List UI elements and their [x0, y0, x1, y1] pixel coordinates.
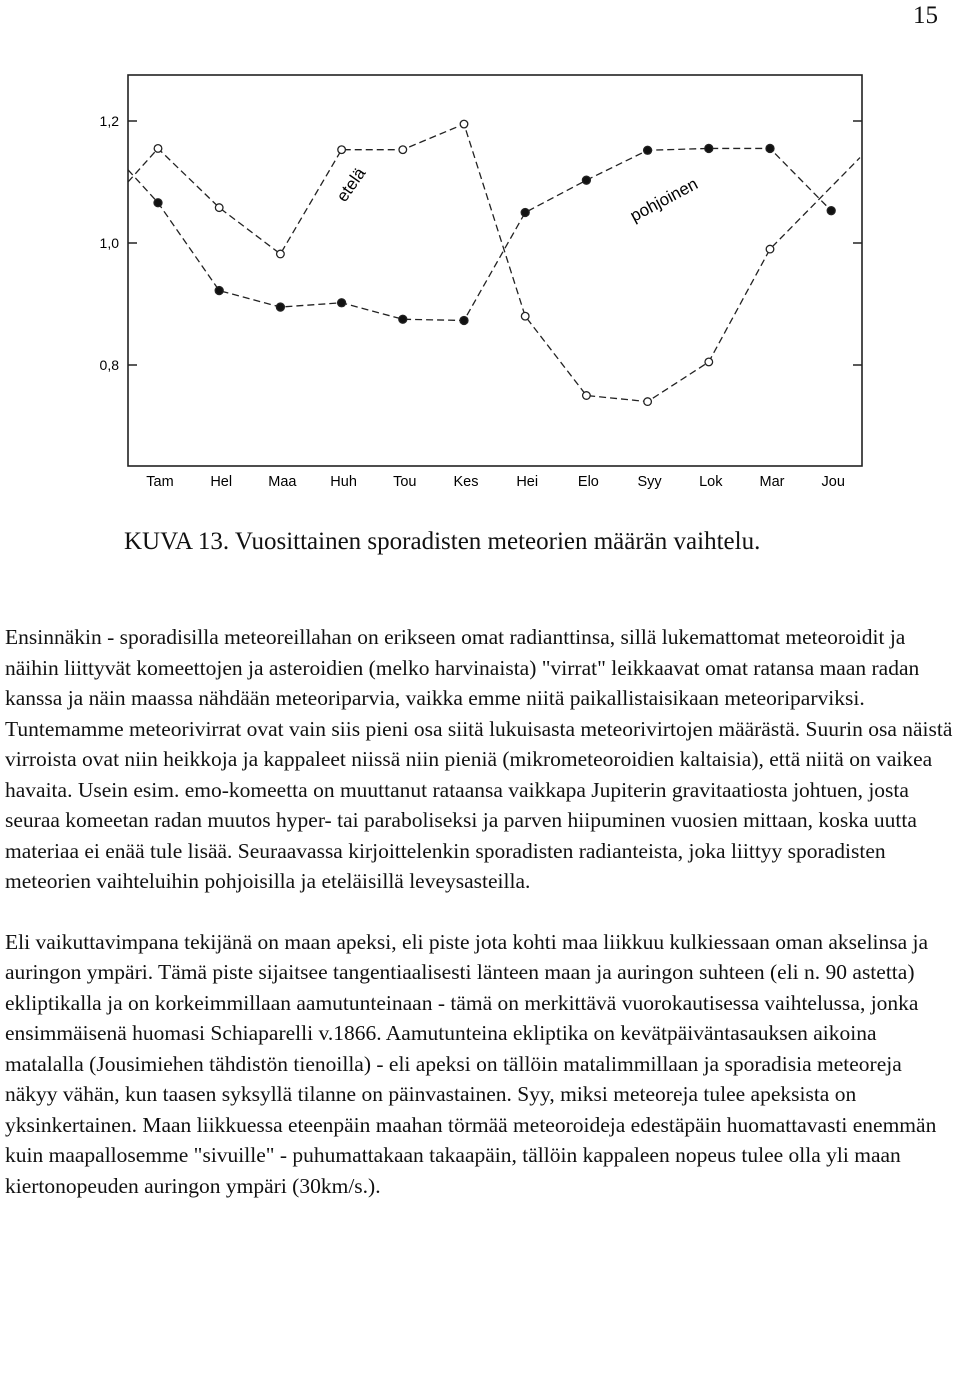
y-axis: [100, 113, 862, 373]
series-label-pohjoinen: pohjoinen: [626, 174, 701, 226]
x-tick-label: Maa: [268, 474, 297, 490]
x-tick-label: Tam: [146, 474, 174, 490]
data-point: [766, 144, 774, 152]
data-point: [460, 120, 468, 128]
data-point: [521, 312, 529, 320]
x-tick-label: Tou: [393, 474, 417, 490]
data-point: [705, 358, 713, 366]
data-point: [154, 145, 162, 153]
series-label-etela: etelä: [332, 164, 370, 206]
data-point: [582, 176, 590, 184]
paragraph-1: Ensinnäkin - sporadisilla meteoreillahan on erikseen omat radianttinsa, sillä lukemattomat meteoroidit ja näihin liittyvät komeettojen ja asteroidien (melko harvinaista) "virrat" leikkaavat omat ratansa maan radan kanssa ja näin maassa nähdään meteoriparvia, vaikka emme niitä paikallistaisikaan meteoriparviksi. Tuntemamme meteorivirrat ovat vain siis pieni osa siitä lukuisasta meteorivirtojen määrästä. Suurin osa näistä virroista ovat niin heikkoja ja kappaleet niissä niin pieniä (mikrometeoroidien kaltaisia), että niitä on vaikea havaita. Usein esim. emo-komeetta on muuttanut rataansa vaikkapa Jupiterin gravitaatiosta johtuen, josta seuraa komeetan radan muutos hyper- tai paraboliseksi ja parven hiipuminen vuosien mittaan, koska uutta materiaa ei enää tule lisää. Seuraavassa kirjoittelenkin sporadisten radianteista, joka liittyy sporadisten meteorien vaihteluihin pohjoisilla ja eteläisillä leveysasteilla.: [5, 625, 953, 893]
body-text: [5, 622, 955, 1201]
x-tick-label: Huh: [330, 474, 357, 490]
data-point: [338, 299, 346, 307]
data-point: [215, 204, 223, 212]
series-markers: [154, 120, 835, 405]
x-tick-label: Elo: [577, 474, 599, 490]
figure-caption: KUVA 13. Vuosittainen sporadisten meteorien määrän vaihtelu.: [124, 528, 761, 555]
y-tick-label: 1,2: [99, 113, 119, 129]
x-tick-label: Lok: [699, 474, 723, 490]
y-tick-label: 0,8: [99, 357, 119, 373]
x-tick-label: Jou: [821, 474, 845, 490]
x-tick-label: Syy: [637, 474, 662, 490]
series-lines: [128, 124, 860, 402]
data-point: [399, 146, 407, 154]
x-tick-label: Kes: [453, 474, 479, 490]
x-tick-label: Hel: [210, 474, 233, 490]
data-point: [276, 303, 284, 311]
data-point: [827, 207, 835, 215]
x-tick-label: Hei: [516, 474, 539, 490]
data-point: [521, 209, 529, 217]
meteor-variation-chart: [0, 0, 960, 520]
x-axis: [146, 474, 845, 490]
data-point: [644, 146, 652, 154]
data-point: [154, 199, 162, 207]
y-tick-label: 1,0: [99, 235, 119, 251]
data-point: [277, 250, 285, 258]
page-number: 15: [913, 2, 938, 29]
chart-frame: [128, 75, 862, 466]
data-point: [215, 287, 223, 295]
data-point: [460, 316, 468, 324]
data-point: [644, 398, 652, 406]
x-tick-label: Mar: [759, 474, 785, 490]
data-point: [399, 315, 407, 323]
data-point: [338, 146, 346, 154]
data-point: [766, 245, 774, 253]
paragraph-2: Eli vaikuttavimpana tekijänä on maan apeksi, eli piste jota kohti maa liikkuu kulkiessaan oman akselinsa ja auringon ympäri. Tämä piste sijaitsee tangentiaalisesti länteen maan ja auringon suhteen (eli n. 90 astetta) ekliptikalla ja on korkeimmillaan aamutunteinaan - tämä on merkittävä vuorokautisessa vaihtelussa, jonka ensimmäisenä huomasi Schiaparelli v.1866. Aamutunteina ekliptika on kevätpäiväntasauksen aikoina matalalla (Jousimiehen tähdistön tienoilla) - eli apeksi on tällöin matalimmillaan ja sporadisia meteoreja näkyy vähän, kun taasen syksyllä tilanne on päinvastainen. Syy, miksi meteoreja tulee apeksista on yksinkertainen. Maan liikkuessa eteenpäin maahan törmää meteoroideja edestäpäin huomattavasti enemmän kuin maapallosemme "sivuille" - puhumattakaan takaapäin, tällöin kappaleen nopeus tulee olla yli maan kiertonopeuden auringon ympäri (30km/s.).: [5, 929, 937, 1198]
data-point: [583, 392, 591, 400]
series-line-etela: [128, 124, 860, 402]
data-point: [705, 144, 713, 152]
